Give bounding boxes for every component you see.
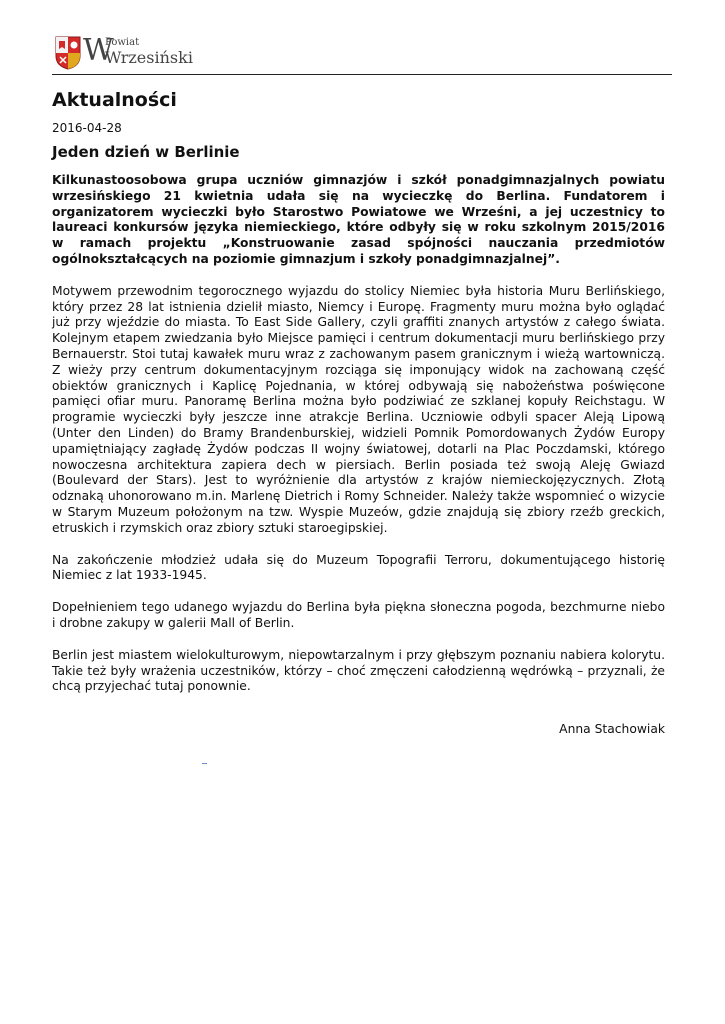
article-body [52, 173, 665, 711]
article-author: Anna Stachowiak [559, 722, 665, 736]
logo-initial: W [83, 33, 114, 68]
article-paragraph: Na zakończenie młodzież udała się do Muzeum Topografii Terroru, dokumentującego historię Niemiec z lat 1933-1945. [52, 552, 665, 583]
link-underline-mark[interactable] [202, 763, 207, 764]
article-title: Jeden dzień w Berlinie [52, 143, 240, 161]
article-lead: Kilkunastoosobowa grupa uczniów gimnazjów i szkół ponadgimnazjalnych powiatu wrzesińskiego 21 kwietnia udała się na wycieczkę do Berlina. Fundatorem i organizatorem wycieczki było Starostwo Powiatowe we Wrześni, a jej uczestnicy to laureaci konkursów języka niemieckiego, które odbyły się w roku szkolnym 2015/2016 w ramach projektu „Konstruowanie zasad spójności nauczania przedmiotów ogólnokształcących na poziomie gimnazjum i szkoły ponadgimnazjalnej”. [52, 173, 665, 266]
article-paragraph: Motywem przewodnim tegorocznego wyjazdu do stolicy Niemiec była historia Muru Berlińskiego, który przez 28 lat istnienia dzielił miasto, Niemcy i Europę. Fragmenty muru można było oglądać już przy wjeździe do miasta. To East Side Gallery, czyli graffiti znanych artystów z całego świata. Kolejnym etapem zwiedzania było Miejsce pamięci i centrum dokumentacji muru berlińskiego przy Bernauerstr. Stoi tutaj kawałek muru wraz z zachowanym pasem granicznym i wieżą wartowniczą. Z wieży przy centrum dokumentacyjnym rozciąga się imponujący widok na zachowaną część obiektów granicznych i Kaplicę Pojednania, w której odbywają się nabożeństwa poświęcone pamięci ofiar muru. Panoramę Berlina można było podziwiać ze szklanej kopuły Reichstagu. W programie wycieczki były jeszcze inne atrakcje Berlina. Uczniowie odbyli spacer Aleją Lipową (Unter den Linden) do Bramy Brandenburskiej, widzieli Pomnik Pomordowanych Żydów Europy upamiętniający zagładę Żydów podczas II wojny światowej, dotarli na Plac Poczdamski, którego nowoczesna architektura zapiera dech w piersiach. Berlin posiada też swoją Aleję Gwiazd (Boulevard der Stars). Jest to wyróżnienie dla artystów z krajów niemieckojęzycznych. Złotą odznaką uhonorowano m.in. Marlenę Dietrich i Romy Schneider. Należy także wspomnieć o wizycie w Starym Muzeum położonym na tzw. Wyspie Muzeów, gdzie znajdują się zbiory rzeźb greckich, etruskich i rzymskich oraz zbiory sztuki staroegipskiej. [52, 283, 665, 535]
logo-text-small: Powiat [105, 37, 140, 48]
coat-of-arms-icon [55, 36, 81, 70]
logo-wordmark [83, 35, 203, 73]
page-header [52, 34, 672, 76]
section-title: Aktualności [52, 89, 177, 111]
article-date: 2016-04-28 [52, 121, 122, 135]
article-paragraph: Berlin jest miastem wielokulturowym, niepowtarzalnym i przy głębszym poznaniu nabiera kolorytu. Takie też były wrażenia uczestników, którzy – choć zmęczeni całodzienną wędrówką – przyznali, że chcą przyjechać tutaj ponownie. [52, 647, 665, 694]
article-paragraph: Dopełnieniem tego udanego wyjazdu do Berlina była piękna słoneczna pogoda, bezchmurne niebo i drobne zakupy w galerii Mall of Berlin. [52, 600, 665, 630]
header-divider [52, 74, 672, 75]
powiat-logo[interactable] [55, 34, 195, 74]
logo-text-main: Wrzesiński [105, 48, 193, 67]
